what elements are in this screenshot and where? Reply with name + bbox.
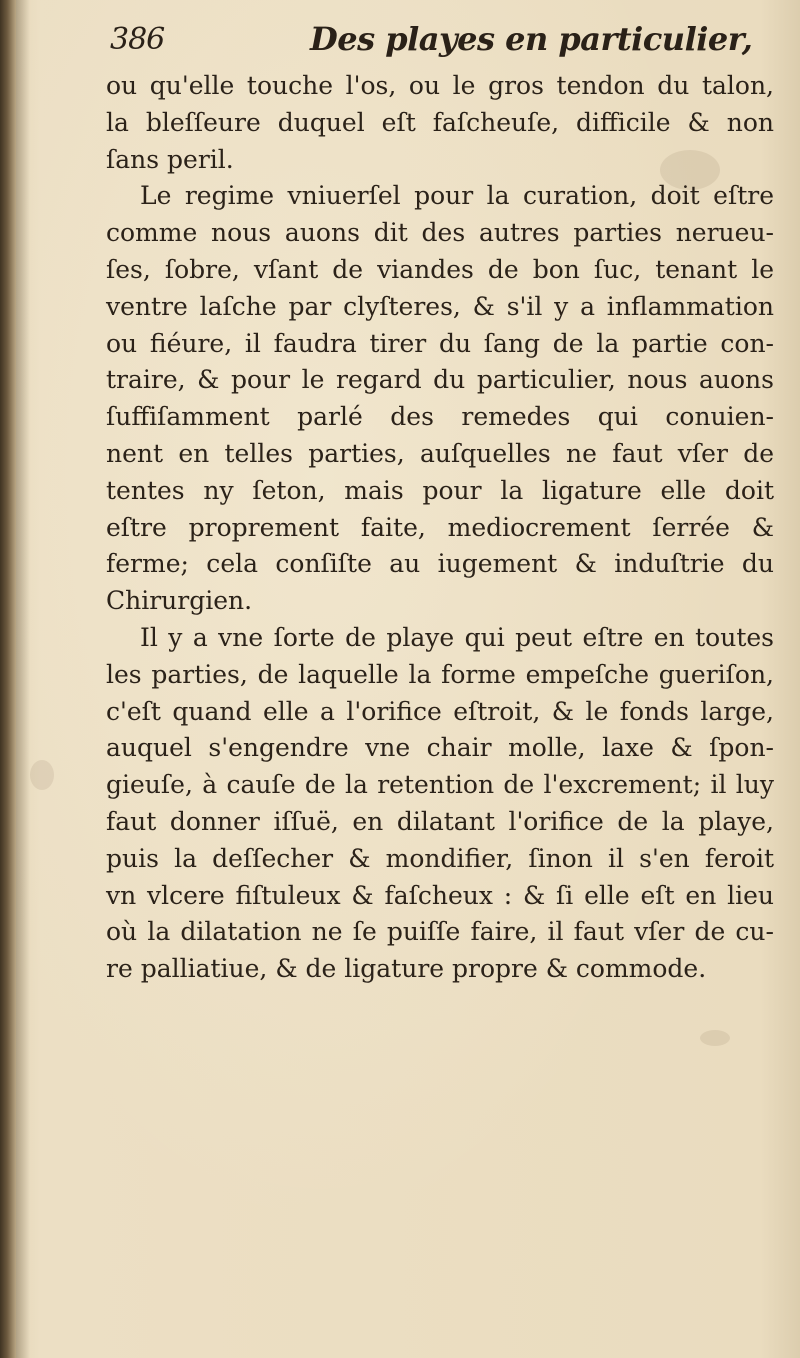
- text-line: ferme; cela conſiſte au iugement & induſtrie du: [106, 549, 774, 579]
- text-line: c'eſt quand elle a l'orifice eſtroit, & le fonds large,: [106, 696, 774, 726]
- text-line: ſes, ſobre, vſant de viandes de bon ſuc, tenant le: [106, 254, 774, 284]
- paper-stain: [700, 1030, 730, 1046]
- text-line: les parties, de laquelle la forme empeſche gueriſon,: [106, 659, 774, 689]
- text-line: auquel s'engendre vne chair molle, laxe & ſpon-: [106, 733, 774, 763]
- text-line: ou fiéure, il faudra tirer du ſang de la partie con-: [106, 328, 774, 358]
- text-line: ventre laſche par clyſteres, & s'il y a inflammation: [106, 291, 774, 321]
- text-line: Le regime vniuerſel pour la curation, doit eſtre: [140, 181, 774, 211]
- text-line: où la dilatation ne ſe puiſſe faire, il faut vſer de cu-: [106, 917, 774, 947]
- text-line: Il y a vne ſorte de playe qui peut eſtre en toutes: [140, 622, 774, 652]
- text-line: eſtre proprement faite, mediocrement ſerrée &: [106, 512, 774, 542]
- text-line: vn vlcere fiſtuleux & faſcheux : & ſi elle eſt en lieu: [106, 880, 774, 910]
- text-line: ſans peril.: [106, 144, 234, 174]
- book-spine: [0, 0, 16, 1358]
- text-line: Chirurgien.: [106, 586, 253, 616]
- text-line: nent en telles parties, auſquelles ne faut vſer de: [106, 438, 774, 468]
- running-head: Des playes en particulier,: [310, 20, 753, 58]
- text-line: gieuſe, à cauſe de la retention de l'excrement; il luy: [106, 770, 774, 800]
- text-line: re palliatiue, & de ligature propre & commode.: [106, 954, 707, 984]
- page-number: 386: [110, 22, 165, 57]
- text-line: ou qu'elle touche l'os, ou le gros tendon du talon,: [106, 71, 774, 100]
- text-line: ſuffiſamment parlé des remedes qui conuien-: [106, 402, 774, 432]
- page-header: [110, 20, 770, 64]
- paper-stain: [30, 760, 54, 790]
- text-line: comme nous auons dit des autres parties nerueu-: [106, 218, 774, 248]
- text-line: puis la deſſecher & mondifier, ſinon il s'en feroit: [106, 843, 774, 873]
- spine-shadow: [16, 0, 30, 1358]
- text-line: faut donner iſſuë, en dilatant l'orifice de la playe,: [106, 806, 774, 836]
- text-line: la bleſſeure duquel eſt faſcheuſe, difficile & non: [106, 107, 774, 137]
- body-text: [106, 68, 774, 988]
- text-line: traire, & pour le regard du particulier, nous auons: [106, 365, 774, 395]
- text-line: tentes ny ſeton, mais pour la ligature elle doit: [106, 475, 774, 505]
